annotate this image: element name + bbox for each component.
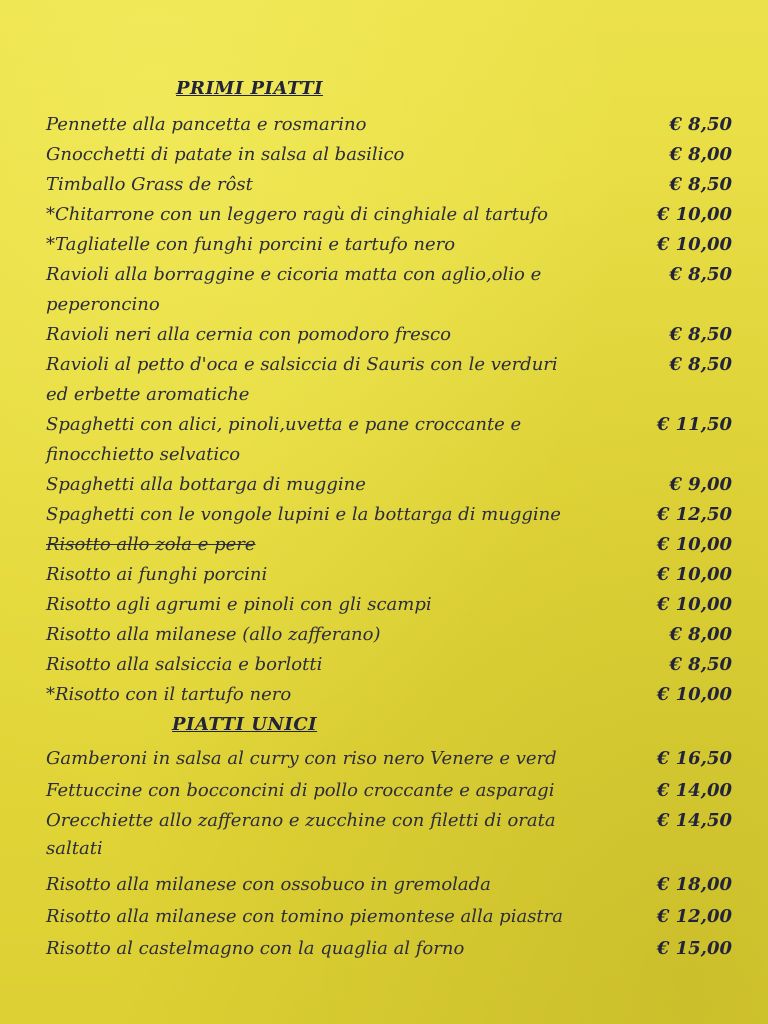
dish-name: *Risotto con il tartufo nero	[46, 684, 292, 705]
dish-name: Risotto agli agrumi e pinoli con gli scampi	[46, 594, 432, 615]
dish-price: € 18,00	[656, 874, 732, 895]
menu-item-continuation	[0, 440, 768, 470]
menu-item	[0, 590, 768, 620]
dish-name: Risotto al castelmagno con la quaglia al forno	[46, 938, 465, 959]
dish-name: Risotto alla milanese con ossobuco in gremolada	[46, 874, 491, 895]
dish-price: € 10,00	[656, 534, 732, 555]
dish-price: € 9,00	[669, 474, 732, 495]
menu-item	[0, 200, 768, 230]
dish-price: € 16,50	[656, 748, 732, 769]
menu-item	[0, 470, 768, 500]
dish-price: € 8,00	[669, 624, 732, 645]
dish-name: Timballo Grass de rôst	[46, 174, 253, 195]
dish-name: Risotto ai funghi porcini	[46, 564, 268, 585]
dish-price: € 8,50	[669, 114, 732, 135]
dish-price: € 15,00	[656, 938, 732, 959]
dish-name: Fettuccine con bocconcini di pollo croccante e asparagi	[46, 780, 555, 801]
dish-name: *Chitarrone con un leggero ragù di cinghiale al tartufo	[46, 204, 548, 225]
menu-item	[0, 560, 768, 590]
menu-item	[0, 680, 768, 710]
menu-item	[0, 230, 768, 260]
menu-item	[0, 350, 768, 380]
dish-price: € 8,50	[669, 264, 732, 285]
dish-price: € 12,50	[656, 504, 732, 525]
dish-price: € 10,00	[656, 594, 732, 615]
dish-price: € 10,00	[656, 564, 732, 585]
dish-name: finocchietto selvatico	[46, 444, 241, 465]
dish-name: *Tagliatelle con funghi porcini e tartufo nero	[46, 234, 456, 255]
dish-price: € 8,50	[669, 654, 732, 675]
dish-name: Spaghetti alla bottarga di muggine	[46, 474, 366, 495]
dish-name: Spaghetti con alici, pinoli,uvetta e pane croccante e	[46, 414, 522, 435]
dish-name: Risotto alla salsiccia e borlotti	[46, 654, 323, 675]
dish-price: € 11,50	[656, 414, 732, 435]
menu-item	[0, 776, 768, 806]
menu-item	[0, 320, 768, 350]
dish-price: € 10,00	[656, 204, 732, 225]
dish-name: Risotto alla milanese (allo zafferano)	[46, 624, 381, 645]
menu-item	[0, 500, 768, 530]
dish-price: € 8,50	[669, 174, 732, 195]
dish-price: € 10,00	[656, 684, 732, 705]
dish-price: € 10,00	[656, 234, 732, 255]
dish-name: Pennette alla pancetta e rosmarino	[46, 114, 367, 135]
menu-item	[0, 620, 768, 650]
menu-item-struck	[0, 530, 768, 560]
menu-item	[0, 260, 768, 290]
menu-item	[0, 902, 768, 932]
section-title-piatti-unici: PIATTI UNICI	[172, 714, 318, 735]
dish-name: Ravioli alla borraggine e cicoria matta con aglio,olio e	[46, 264, 542, 285]
dish-name: ed erbette aromatiche	[46, 384, 250, 405]
menu-item	[0, 170, 768, 200]
dish-name: Risotto alla milanese con tomino piemontese alla piastra	[46, 906, 563, 927]
menu-item	[0, 410, 768, 440]
menu-item	[0, 650, 768, 680]
dish-price: € 8,50	[669, 354, 732, 375]
dish-name: saltati	[46, 838, 103, 859]
dish-name: peperoncino	[46, 294, 160, 315]
dish-name: Ravioli neri alla cernia con pomodoro fresco	[46, 324, 451, 345]
menu-item	[0, 140, 768, 170]
section-title-primi-piatti: PRIMI PIATTI	[176, 78, 324, 99]
menu-item	[0, 110, 768, 140]
dish-name: Gnocchetti di patate in salsa al basilico	[46, 144, 405, 165]
menu-item	[0, 806, 768, 836]
menu-item	[0, 934, 768, 964]
dish-name: Spaghetti con le vongole lupini e la bottarga di muggine	[46, 504, 561, 525]
dish-name: Orecchiette allo zafferano e zucchine con filetti di orata	[46, 810, 556, 831]
dish-name: Risotto allo zola e pere	[46, 534, 256, 555]
menu-item	[0, 870, 768, 900]
dish-price: € 12,00	[656, 906, 732, 927]
menu-item-continuation	[0, 380, 768, 410]
dish-price: € 14,00	[656, 780, 732, 801]
dish-name: Gamberoni in salsa al curry con riso nero Venere e verd	[46, 748, 557, 769]
dish-price: € 14,50	[656, 810, 732, 831]
dish-price: € 8,00	[669, 144, 732, 165]
menu-item-continuation	[0, 834, 768, 864]
dish-name: Ravioli al petto d'oca e salsiccia di Sauris con le verduri	[46, 354, 558, 375]
dish-price: € 8,50	[669, 324, 732, 345]
menu-item	[0, 744, 768, 774]
menu-item-continuation	[0, 290, 768, 320]
